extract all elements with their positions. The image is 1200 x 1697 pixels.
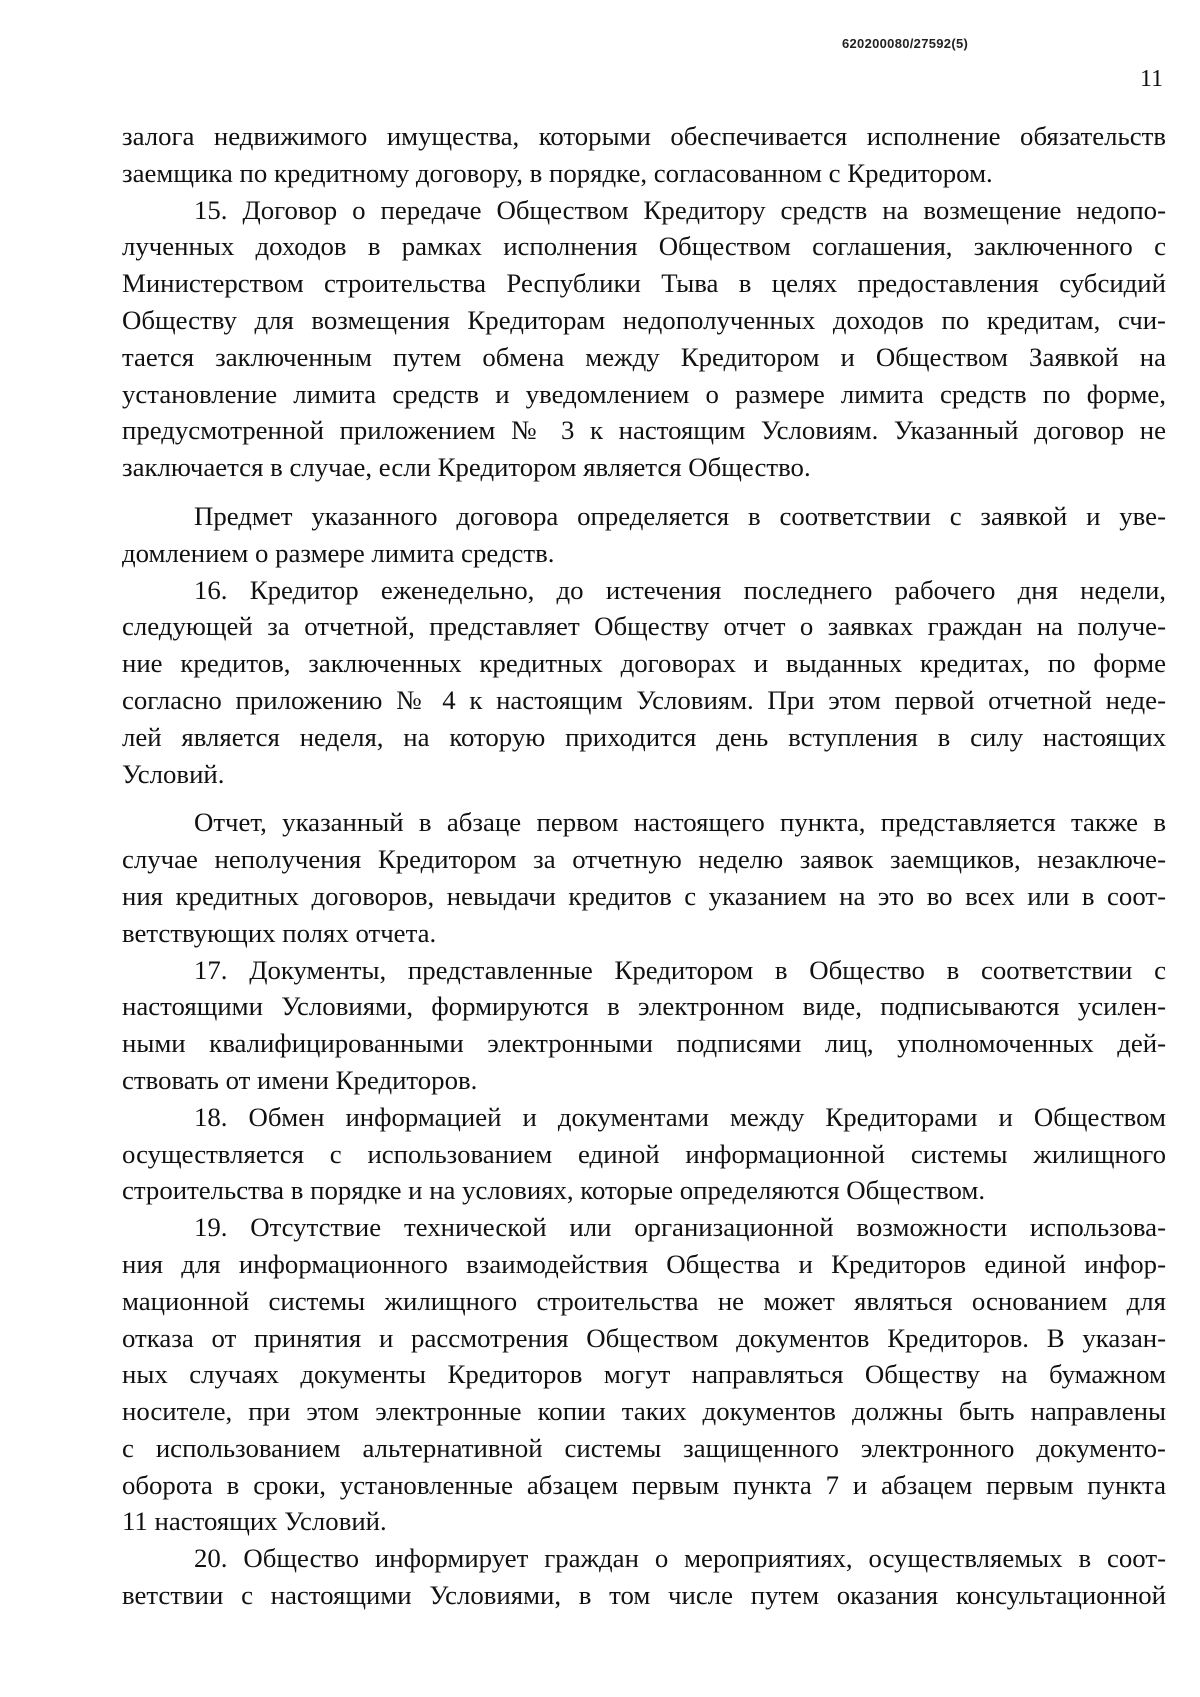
text-line: Отчет, указанный в абзаце первом настоящего пункта, представляется также в [194,807,1166,838]
document-id: 620200080/27592(5) [842,36,969,51]
text-line: заключается в случае, если Кредитором является Общество. [122,452,811,483]
text-line: ных случаях документы Кредиторов могут направляться Обществу на бумажном [122,1359,1166,1390]
text-line: ния кредитных договоров, невыдачи кредитов с указанием на это во всех или в соот- [122,880,1166,911]
text-line: лей является неделя, на которую приходится день вступления в силу настоящих [122,721,1166,752]
text-line: 15. Договор о передаче Обществом Кредитору средств на возмещение недопо- [194,194,1166,225]
text-line: ветствующих полях отчета. [122,917,437,948]
paragraph-item-18 [122,1099,1166,1209]
text-line: Обществу для возмещения Кредиторам недополученных доходов по кредитам, счи- [122,304,1166,335]
text-line: 18. Обмен информацией и документами между Кредиторами и Обществом [194,1101,1166,1132]
text-line: установление лимита средств и уведомлением о размере лимита средств по форме, [122,378,1166,409]
text-line: случае неполучения Кредитором за отчетную неделю заявок заемщиков, незаключе- [122,844,1166,875]
paragraph-subject [122,498,1166,572]
text-line: домлением о размере лимита средств. [122,537,555,568]
text-line: 11 настоящих Условий. [122,1506,387,1537]
text-line: ными квалифицированными электронными подписями лиц, уполномоченных дей- [122,1028,1166,1059]
text-line: 17. Документы, представленные Кредитором в Общество в соответствии с [194,954,1166,985]
text-line: согласно приложению № 4 к настоящим Условиям. При этом первой отчетной неде- [122,684,1166,715]
text-line: оборота в сроки, установленные абзацем первым пункта 7 и абзацем первым пункта [122,1469,1166,1500]
text-line: ветствии с настоящими Условиями, в том числе путем оказания консультационной [122,1580,1166,1611]
paragraph-continuation [122,118,1166,192]
text-line: 19. Отсутствие технической или организационной возможности использова- [194,1212,1166,1243]
text-line: ния для информационного взаимодействия Общества и Кредиторов единой инфор- [122,1248,1166,1279]
text-line: залога недвижимого имущества, которыми обеспечивается исполнение обязательств [122,121,1166,151]
text-line: предусмотренной приложением № 3 к настоящим Условиям. Указанный договор не [122,415,1166,446]
page-number: 11 [1140,66,1164,92]
text-line: с использованием альтернативной системы защищенного электронного документо- [122,1432,1166,1463]
text-line: мационной системы жилищного строительства не может являться основанием для [122,1285,1166,1316]
text-line: тается заключенным путем обмена между Кредитором и Обществом Заявкой на [122,341,1166,372]
text-line: ствовать от имени Кредиторов. [122,1064,478,1095]
paragraph-item-20 [122,1540,1166,1614]
text-line: Министерством строительства Республики Тыва в целях предоставления субсидий [122,268,1166,299]
text-line: осуществляется с использованием единой информационной системы жилищного [122,1138,1166,1169]
paragraph-report [122,804,1166,951]
text-line: Предмет указанного договора определяется в соответствии с заявкой и уве- [194,500,1166,531]
paragraph-item-17 [122,952,1166,1099]
text-line: заемщика по кредитному договору, в порядке, согласованном с Кредитором. [122,157,993,188]
paragraph-item-16 [122,572,1166,793]
document-body [122,118,1166,1614]
text-line: носителе, при этом электронные копии таких документов должны быть направлены [122,1396,1166,1427]
paragraph-item-15 [122,192,1166,486]
text-line: 16. Кредитор еженедельно, до истечения последнего рабочего дня недели, [194,574,1166,605]
text-line: следующей за отчетной, представляет Обществу отчет о заявках граждан на получе- [122,611,1166,642]
text-line: 20. Общество информирует граждан о мероприятиях, осуществляемых в соот- [194,1543,1166,1574]
text-line: лученных доходов в рамках исполнения Обществом соглашения, заключенного с [122,231,1166,262]
text-line: отказа от принятия и рассмотрения Обществом документов Кредиторов. В указан- [122,1322,1166,1353]
paragraph-item-19 [122,1209,1166,1540]
text-line: Условий. [122,758,225,789]
text-line: ние кредитов, заключенных кредитных договорах и выданных кредитах, по форме [122,648,1166,679]
text-line: настоящими Условиями, формируются в электронном виде, подписываются усилен- [122,991,1166,1022]
text-line: строительства в порядке и на условиях, которые определяются Обществом. [122,1175,986,1206]
